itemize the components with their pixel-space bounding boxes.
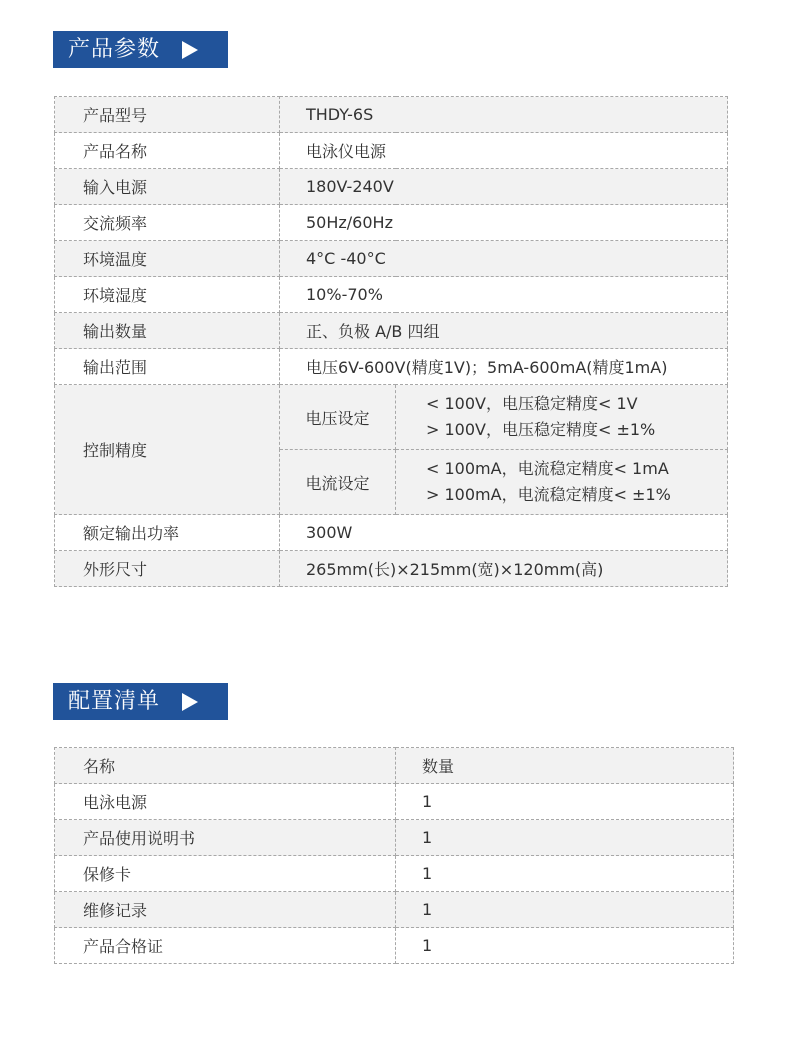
table-row — [55, 551, 728, 587]
table-row — [55, 313, 728, 349]
param-value: 300W — [280, 515, 728, 551]
param-label: 环境温度 — [55, 241, 280, 277]
param-value: 电压6V-600V(精度1V)；5mA-600mA(精度1mA) — [280, 349, 728, 385]
item-qty: 1 — [396, 784, 734, 820]
item-name: 维修记录 — [55, 892, 396, 928]
table-row — [55, 205, 728, 241]
params-table — [54, 96, 728, 587]
item-name: 产品合格证 — [55, 928, 396, 964]
voltage-setting-value — [396, 385, 728, 450]
item-name: 电泳电源 — [55, 784, 396, 820]
param-label: 产品型号 — [55, 97, 280, 133]
table-row — [55, 241, 728, 277]
param-label: 输入电源 — [55, 169, 280, 205]
section-header-params — [53, 31, 228, 68]
table-row — [55, 784, 734, 820]
param-label: 外形尺寸 — [55, 551, 280, 587]
table-row — [55, 892, 734, 928]
section-header-config — [53, 683, 228, 720]
param-value: THDY-6S — [280, 97, 728, 133]
voltage-line-low: < 100V，电压稳定精度< 1V — [426, 394, 638, 413]
table-header-row — [55, 748, 734, 784]
current-line-high: > 100mA，电流稳定精度< ±1% — [426, 485, 671, 504]
table-row-control-voltage — [55, 385, 728, 450]
current-setting-value — [396, 450, 728, 515]
param-label: 产品名称 — [55, 133, 280, 169]
param-value: 10%-70% — [280, 277, 728, 313]
param-value: 4°C -40°C — [280, 241, 728, 277]
table-row — [55, 820, 734, 856]
param-value: 电泳仪电源 — [280, 133, 728, 169]
table-row — [55, 169, 728, 205]
param-value: 180V-240V — [280, 169, 728, 205]
param-label: 输出数量 — [55, 313, 280, 349]
item-qty: 1 — [396, 820, 734, 856]
current-line-low: < 100mA，电流稳定精度< 1mA — [426, 459, 669, 478]
param-value: 265mm(长)×215mm(宽)×120mm(高) — [280, 551, 728, 587]
table-row — [55, 515, 728, 551]
item-name: 产品使用说明书 — [55, 820, 396, 856]
item-qty: 1 — [396, 892, 734, 928]
play-arrow-icon — [182, 693, 198, 711]
column-header-qty: 数量 — [396, 748, 734, 784]
param-label: 额定输出功率 — [55, 515, 280, 551]
table-row — [55, 349, 728, 385]
table-row — [55, 97, 728, 133]
item-qty: 1 — [396, 928, 734, 964]
param-label: 输出范围 — [55, 349, 280, 385]
section-title: 配置清单 — [68, 689, 161, 714]
voltage-setting-label: 电压设定 — [280, 385, 396, 450]
table-row — [55, 928, 734, 964]
table-row — [55, 133, 728, 169]
item-name: 保修卡 — [55, 856, 396, 892]
section-title: 产品参数 — [68, 37, 161, 62]
param-label: 交流频率 — [55, 205, 280, 241]
item-qty: 1 — [396, 856, 734, 892]
param-label: 控制精度 — [55, 385, 280, 515]
table-row — [55, 856, 734, 892]
table-row — [55, 277, 728, 313]
play-arrow-icon — [182, 41, 198, 59]
voltage-line-high: > 100V，电压稳定精度< ±1% — [426, 420, 656, 439]
param-value: 正、负极 A/B 四组 — [280, 313, 728, 349]
config-table — [54, 747, 734, 964]
param-label: 环境湿度 — [55, 277, 280, 313]
param-value: 50Hz/60Hz — [280, 205, 728, 241]
current-setting-label: 电流设定 — [280, 450, 396, 515]
column-header-name: 名称 — [55, 748, 396, 784]
